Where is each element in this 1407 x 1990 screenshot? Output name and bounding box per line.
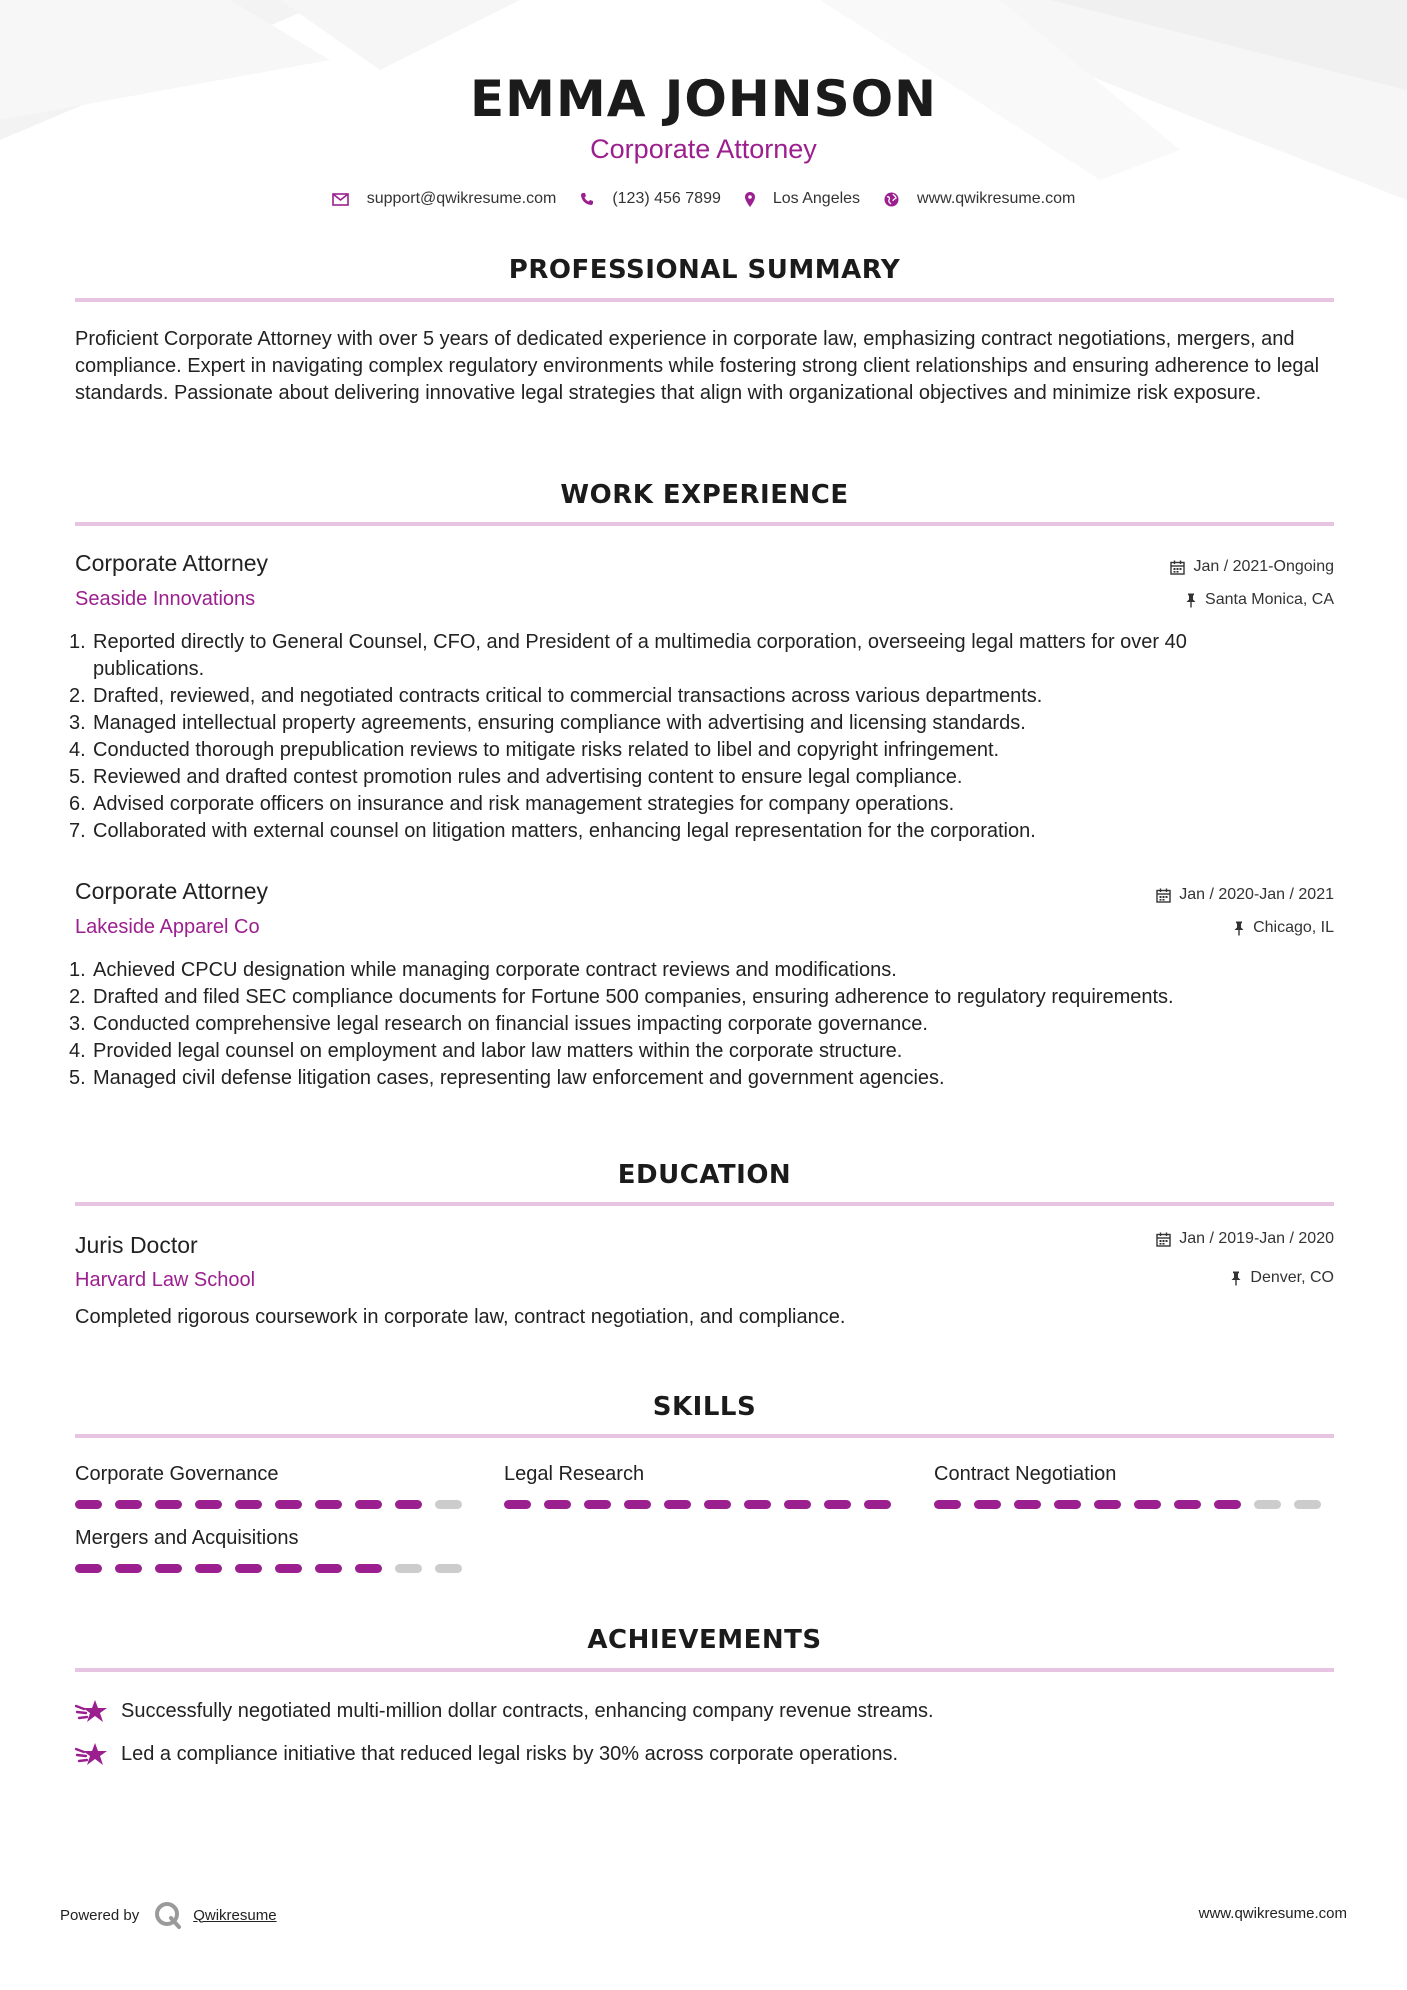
- job-1-title: Corporate Attorney: [75, 550, 269, 576]
- skill-rating-dot: [624, 1500, 651, 1509]
- job-1-dates: [1170, 558, 1334, 576]
- skill-rating-dot: [395, 1500, 422, 1509]
- contact-website[interactable]: [884, 190, 1075, 208]
- location-text: Los Angeles: [772, 190, 861, 207]
- skill-rating-dot: [355, 1500, 382, 1509]
- contact-location: [745, 190, 860, 208]
- list-item: 1. Reported directly to General Counsel, CFO, and President of a multimedia corporation, overseeing legal matters for over 40 publications.: [69, 631, 1187, 680]
- education-heading: EDUCATION: [617, 1160, 792, 1190]
- skill-rating-dot: [1294, 1500, 1321, 1509]
- summary-heading: PROFESSIONAL SUMMARY: [508, 255, 901, 285]
- skill-rating-dot: [435, 1564, 462, 1573]
- shooting-star-icon: [75, 1698, 109, 1724]
- job-1-dates-text: Jan / 2021-Ongoing: [1193, 558, 1334, 575]
- footer-branding: [60, 1900, 277, 1930]
- skill-rating-dot: [315, 1564, 342, 1573]
- skill-rating-dot: [504, 1500, 531, 1509]
- skill-item: [75, 1463, 475, 1509]
- skill-rating-dot: [355, 1564, 382, 1573]
- skill-rating-dot: [235, 1500, 262, 1509]
- skill-rating-dot: [155, 1564, 182, 1573]
- summary-divider: [75, 298, 1334, 302]
- skill-rating-dot: [1014, 1500, 1041, 1509]
- job-2-dates: [1156, 886, 1334, 904]
- job-2-responsibilities: [69, 957, 1243, 1092]
- job-2-location: [1233, 919, 1334, 937]
- footer-website[interactable]: www.qwikresume.com: [1198, 1905, 1347, 1922]
- list-item: 3. Managed intellectual property agreements, ensuring compliance with advertising and licensing standards.: [69, 712, 1026, 734]
- education-divider: [75, 1202, 1334, 1206]
- skill-rating-dot: [1134, 1500, 1161, 1509]
- skill-rating-dot: [275, 1500, 302, 1509]
- skill-rating-dot: [974, 1500, 1001, 1509]
- resume-header: [0, 70, 1407, 165]
- skill-rating-dot: [784, 1500, 811, 1509]
- candidate-name: EMMA JOHNSON: [470, 70, 937, 128]
- skill-rating-dot: [664, 1500, 691, 1509]
- job-1-company: Seaside Innovations: [75, 588, 256, 610]
- skill-rating-dot: [1094, 1500, 1121, 1509]
- website-text: www.qwikresume.com: [917, 190, 1076, 207]
- list-item: 6. Advised corporate officers on insurance and risk management strategies for company operations.: [69, 793, 955, 815]
- contact-email[interactable]: [332, 190, 557, 208]
- phone-icon: [580, 192, 594, 206]
- skill-rating-dot: [1054, 1500, 1081, 1509]
- list-item: 7. Collaborated with external counsel on litigation matters, enhancing legal representation for the corporation.: [69, 820, 1036, 842]
- skill-rating: [934, 1500, 1334, 1509]
- skill-rating-dot: [195, 1564, 222, 1573]
- skill-rating-dot: [115, 1564, 142, 1573]
- skill-rating-dot: [544, 1500, 571, 1509]
- candidate-role: Corporate Attorney: [590, 134, 817, 164]
- skill-rating-dot: [75, 1500, 102, 1509]
- skill-item: [504, 1463, 904, 1509]
- achievement-item: [75, 1698, 934, 1724]
- contact-bar: [0, 190, 1407, 208]
- job-2-location-text: Chicago, IL: [1253, 919, 1334, 936]
- skill-rating-dot: [315, 1500, 342, 1509]
- achievements-divider: [75, 1668, 1334, 1672]
- map-pin-icon: [745, 192, 755, 207]
- skill-rating-dot: [195, 1500, 222, 1509]
- education-dates: [1156, 1230, 1334, 1248]
- achievement-text: Led a compliance initiative that reduced legal risks by 30% across corporate operations.: [121, 1742, 899, 1765]
- list-item: 3. Conducted comprehensive legal research on financial issues impacting corporate governance.: [69, 1013, 928, 1035]
- skill-rating: [504, 1500, 904, 1509]
- education-dates-text: Jan / 2019-Jan / 2020: [1179, 1230, 1334, 1247]
- list-item: 4. Provided legal counsel on employment and labor law matters within the corporate structure.: [69, 1040, 903, 1062]
- powered-by-label: Powered by: [60, 1906, 140, 1924]
- skill-rating: [75, 1564, 475, 1573]
- skill-name: Mergers and Acquisitions: [75, 1527, 299, 1549]
- skill-rating-dot: [115, 1500, 142, 1509]
- summary-text: Proficient Corporate Attorney with over 5 years of dedicated experience in corporate law, emphasizing contract negotiations, mergers, and compliance. Expert in navigating complex regulatory environments while fostering strong client relationships and ensuring adherence to legal standards. Passionate about delivering innovative legal strategies that align with organizational objectives and minimize risk exposure.: [75, 328, 1320, 404]
- list-item: 5. Reviewed and drafted contest promotion rules and advertising content to ensure legal compliance.: [69, 766, 963, 788]
- skill-rating-dot: [1254, 1500, 1281, 1509]
- experience-divider: [75, 522, 1334, 526]
- education-school: Harvard Law School: [75, 1269, 256, 1291]
- experience-heading: WORK EXPERIENCE: [560, 480, 849, 510]
- skill-rating-dot: [744, 1500, 771, 1509]
- skill-rating-dot: [934, 1500, 961, 1509]
- skills-divider: [75, 1434, 1334, 1438]
- achievements-heading: ACHIEVEMENTS: [587, 1625, 822, 1655]
- skill-rating-dot: [584, 1500, 611, 1509]
- pushpin-icon: [1230, 1271, 1242, 1286]
- skill-rating-dot: [235, 1564, 262, 1573]
- pushpin-icon: [1185, 593, 1197, 608]
- education-location: [1230, 1269, 1334, 1287]
- qwikresume-link[interactable]: Qwikresume: [193, 1906, 277, 1924]
- skill-rating-dot: [704, 1500, 731, 1509]
- skill-rating-dot: [824, 1500, 851, 1509]
- skill-rating-dot: [155, 1500, 182, 1509]
- job-1-location-text: Santa Monica, CA: [1205, 591, 1334, 608]
- skills-heading: SKILLS: [652, 1392, 757, 1422]
- skill-rating-dot: [864, 1500, 891, 1509]
- skill-name: Contract Negotiation: [934, 1463, 1117, 1485]
- job-2-company: Lakeside Apparel Co: [75, 916, 260, 938]
- qwikresume-logo-icon: [153, 1900, 183, 1930]
- list-item: 4. Conducted thorough prepublication reviews to mitigate risks related to libel and copyright infringement.: [69, 739, 1000, 761]
- list-item: 2. Drafted and filed SEC compliance documents for Fortune 500 companies, ensuring adherence to regulatory requirements.: [69, 986, 1174, 1008]
- envelope-icon: [332, 193, 349, 206]
- shooting-star-icon: [75, 1741, 109, 1767]
- job-2-title: Corporate Attorney: [75, 878, 269, 904]
- skill-rating-dot: [1214, 1500, 1241, 1509]
- skill-rating-dot: [275, 1564, 302, 1573]
- achievement-text: Successfully negotiated multi-million dollar contracts, enhancing company revenue streams.: [121, 1699, 934, 1722]
- email-text: support@qwikresume.com: [366, 190, 557, 207]
- contact-phone[interactable]: [580, 190, 721, 208]
- skill-rating: [75, 1500, 475, 1509]
- skill-rating-dot: [435, 1500, 462, 1509]
- globe-icon: [884, 192, 899, 207]
- job-1-location: [1185, 591, 1334, 609]
- list-item: 5. Managed civil defense litigation cases, representing law enforcement and government agencies.: [69, 1067, 945, 1089]
- skill-name: Legal Research: [504, 1463, 645, 1485]
- pushpin-icon: [1233, 921, 1245, 936]
- list-item: 2. Drafted, reviewed, and negotiated contracts critical to commercial transactions across various departments.: [69, 685, 1043, 707]
- education-description: Completed rigorous coursework in corporate law, contract negotiation, and compliance.: [75, 1306, 846, 1328]
- phone-text: (123) 456 7899: [612, 190, 721, 207]
- skill-item: [934, 1463, 1334, 1509]
- achievement-item: [75, 1741, 898, 1767]
- skill-rating-dot: [395, 1564, 422, 1573]
- skill-rating-dot: [75, 1564, 102, 1573]
- job-1-responsibilities: [69, 629, 1243, 845]
- education-degree: Juris Doctor: [75, 1232, 198, 1258]
- calendar-icon: [1170, 560, 1185, 575]
- calendar-icon: [1156, 1232, 1171, 1247]
- education-location-text: Denver, CO: [1250, 1269, 1334, 1286]
- skill-name: Corporate Governance: [75, 1463, 279, 1485]
- skill-rating-dot: [1174, 1500, 1201, 1509]
- list-item: 1. Achieved CPCU designation while managing corporate contract reviews and modifications.: [69, 959, 897, 981]
- skill-item: [75, 1527, 475, 1573]
- job-2-dates-text: Jan / 2020-Jan / 2021: [1179, 886, 1334, 903]
- calendar-icon: [1156, 888, 1171, 903]
